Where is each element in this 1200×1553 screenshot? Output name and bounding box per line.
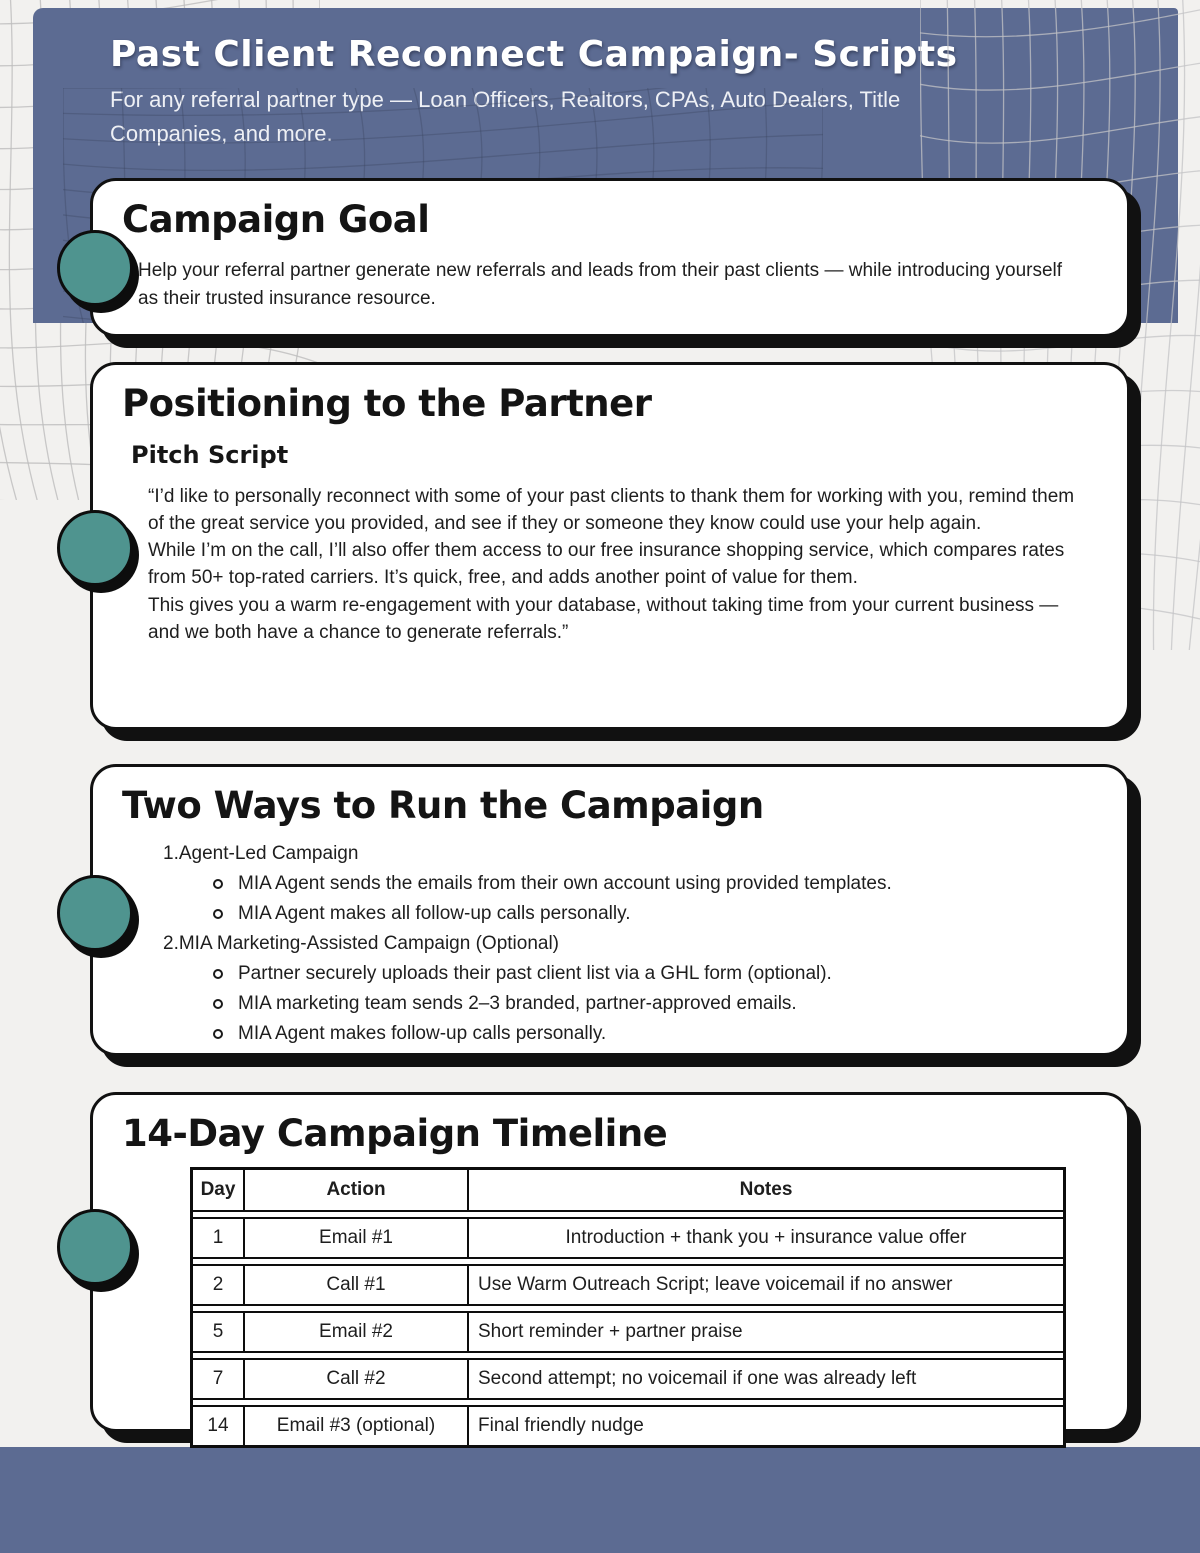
two-ways-title: Two Ways to Run the Campaign [122, 784, 764, 827]
timeline-title: 14-Day Campaign Timeline [122, 1112, 668, 1155]
cell-notes: Final friendly nudge [478, 1415, 644, 1436]
list-item [163, 841, 1087, 868]
circle-bullet-icon [213, 999, 223, 1009]
circle-bullet-icon [213, 909, 223, 919]
table-row [193, 1358, 1063, 1400]
positioning-title: Positioning to the Partner [122, 382, 652, 425]
pitch-paragraph: While I’m on the call, I’ll also offer them access to our free insurance shopping service, which compares rates from 50+ top-rated carriers. It’s quick, free, and adds another point of value for them. [148, 540, 1065, 589]
list-item-label: MIA Marketing-Assisted Campaign (Optional) [178, 932, 560, 954]
campaign-goal-card [90, 178, 1130, 337]
cell-day: 2 [212, 1274, 224, 1295]
cell-notes: Second attempt; no voicemail if one was already left [478, 1368, 917, 1389]
table-row [193, 1264, 1063, 1306]
two-ways-card [90, 764, 1130, 1056]
teal-circle-decoration [57, 510, 133, 586]
cell-notes: Short reminder + partner praise [478, 1321, 743, 1342]
cell-action: Email #3 (optional) [243, 1407, 469, 1445]
footer-bar [0, 1447, 1200, 1553]
page-title: Past Client Reconnect Campaign- Scripts [110, 34, 958, 75]
cell-day: 1 [212, 1227, 224, 1248]
pitch-script-text [148, 483, 1077, 646]
cell-notes: Use Warm Outreach Script; leave voicemail if no answer [478, 1274, 953, 1295]
timeline-table [190, 1167, 1066, 1448]
cell-action: Call #1 [243, 1266, 469, 1304]
positioning-card [90, 362, 1130, 730]
teal-circle-decoration [57, 875, 133, 951]
cell-action: Email #2 [243, 1313, 469, 1351]
pitch-paragraph: “I’d like to personally reconnect with some of your past clients to thank them for working with you, remind them of the great service you provided, and see if they or someone they know could use your help again. [148, 486, 1075, 535]
pitch-script-subheading: Pitch Script [131, 441, 289, 469]
cell-day: 5 [212, 1321, 224, 1342]
table-row [193, 1405, 1063, 1445]
teal-circle-decoration [57, 1209, 133, 1285]
list-item [213, 901, 1087, 928]
table-header-row [193, 1170, 1063, 1212]
bullet-text: MIA marketing team sends 2–3 branded, partner-approved emails. [238, 992, 797, 1014]
two-ways-list [163, 841, 1087, 1048]
list-item-label: Agent-Led Campaign [178, 843, 359, 864]
pitch-paragraph: This gives you a warm re-engagement with your database, without taking time from your current business — and we both have a chance to generate referrals.” [148, 594, 1059, 643]
cell-action: Call #2 [243, 1360, 469, 1398]
cell-action: Email #1 [243, 1219, 469, 1257]
table-row [193, 1217, 1063, 1259]
bullet-text: MIA Agent makes follow-up calls personally. [238, 1022, 607, 1044]
circle-bullet-icon [213, 1029, 223, 1039]
circle-bullet-icon [213, 879, 223, 889]
column-header-notes: Notes [739, 1179, 793, 1200]
cell-day: 14 [207, 1415, 229, 1436]
list-item [213, 1021, 1087, 1048]
timeline-card [90, 1092, 1130, 1436]
page-subtitle: For any referral partner type — Loan Officers, Realtors, CPAs, Auto Dealers, Title Companies, and more. [110, 87, 901, 147]
cell-notes: Introduction + thank you + insurance value offer [565, 1227, 967, 1248]
bullet-text: MIA Agent sends the emails from their own account using provided templates. [238, 872, 892, 894]
list-item-number: 1. [163, 843, 179, 864]
cell-day: 7 [212, 1368, 224, 1389]
list-item [163, 931, 1087, 958]
column-header-action: Action [243, 1170, 469, 1210]
list-item [213, 961, 1087, 988]
column-header-day: Day [200, 1179, 236, 1200]
teal-circle-decoration [57, 230, 133, 306]
list-item-number: 2. [163, 932, 179, 954]
list-item [213, 871, 1087, 898]
campaign-goal-body: Help your referral partner generate new referrals and leads from their past clients — while introducing yourself as their trusted insurance resource. [138, 260, 1063, 309]
circle-bullet-icon [213, 969, 223, 979]
campaign-goal-title: Campaign Goal [122, 198, 430, 241]
table-row [193, 1311, 1063, 1353]
list-item [213, 991, 1087, 1018]
bullet-text: MIA Agent makes all follow-up calls personally. [238, 902, 631, 924]
bullet-text: Partner securely uploads their past client list via a GHL form (optional). [238, 962, 832, 984]
